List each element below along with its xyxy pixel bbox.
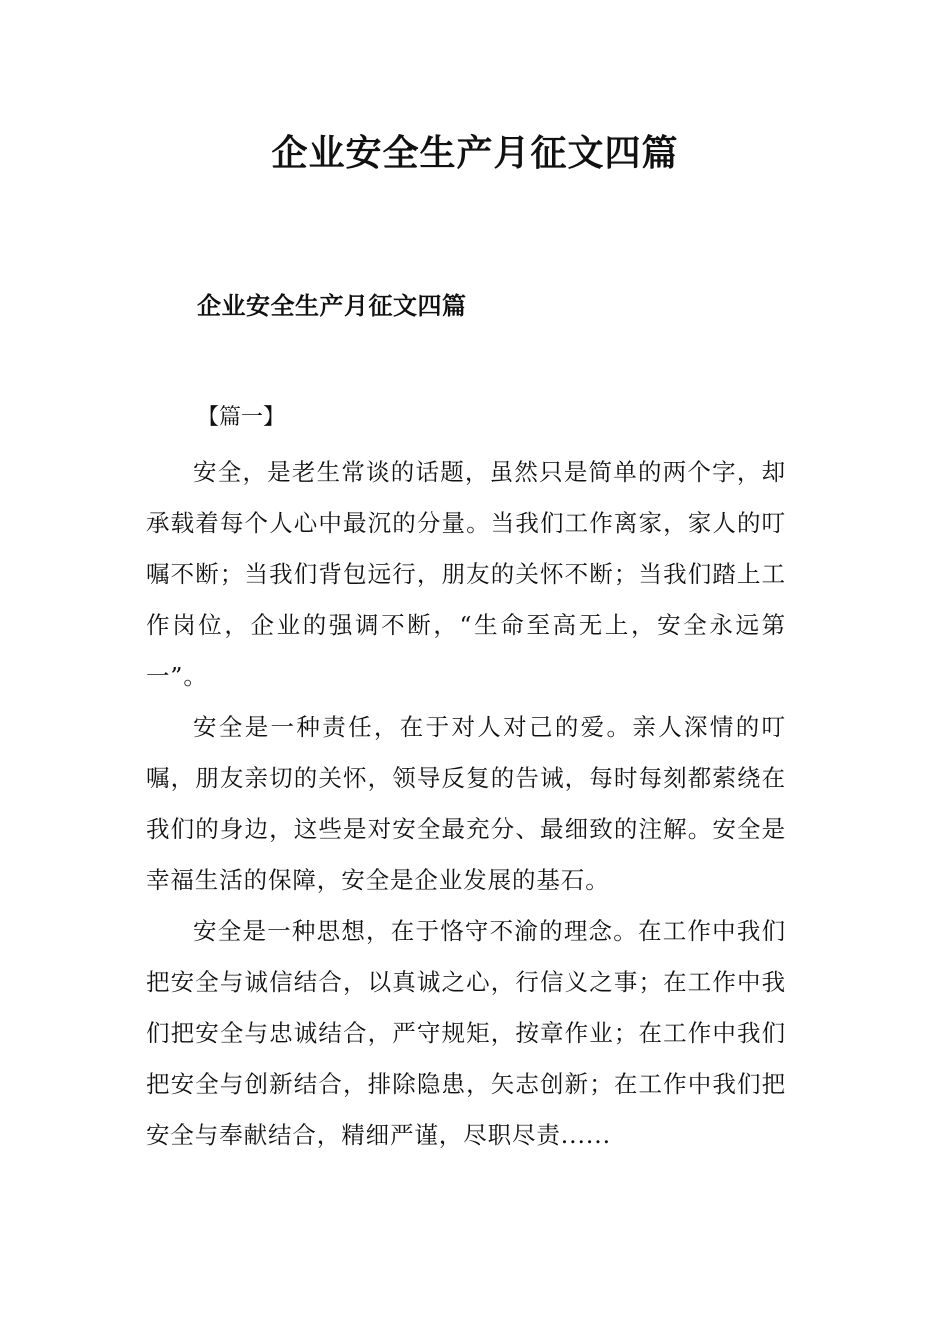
paragraph-3: 安全是一种思想，在于恪守不渝的理念。在工作中我们把安全与诚信结合，以真诚之心，行信义之事；在工作中我们把安全与忠诚结合，严守规矩，按章作业；在工作中我们把安全与创新结合，排除隐患，矢志创新；在工作中我们把安全与奉献结合，精细严谨，尽职尽责......: [146, 917, 786, 1149]
document-title: 企业安全生产月征文四篇: [271, 132, 679, 174]
section-label: 【篇一】: [197, 405, 286, 430]
paragraph-1: 安全，是老生常谈的话题，虽然只是简单的两个字，却承载着每个人心中最沉的分量。当我们工作离家，家人的叮嘱不断；当我们背包远行，朋友的关怀不断；当我们踏上工作岗位，企业的强调不断，“生命至高无上，安全永远第一”。: [146, 458, 786, 690]
paragraph-2: 安全是一种责任，在于对人对己的爱。亲人深情的叮嘱，朋友亲切的关怀，领导反复的告诫，每时每刻都萦绕在我们的身边，这些是对安全最充分、最细致的注解。安全是幸福生活的保障，安全是企业发展的基石。: [146, 713, 786, 894]
document-subtitle: 企业安全生产月征文四篇: [197, 292, 467, 320]
